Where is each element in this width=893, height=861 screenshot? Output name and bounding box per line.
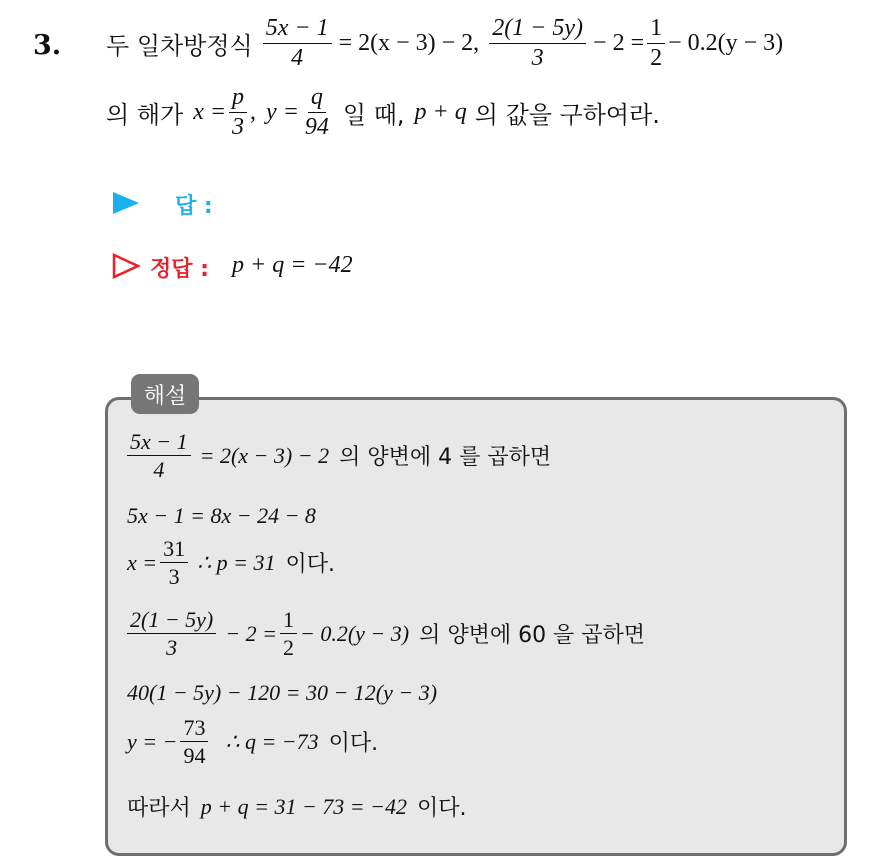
problem-mid: − 2 =	[593, 30, 645, 57]
sol4-text: 의 양변에 60 을 곱하면	[419, 623, 646, 649]
solution-line-4	[127, 608, 645, 659]
y-equals: y =	[266, 99, 299, 126]
problem-number: 3.	[33, 30, 62, 61]
problem-fraction-2: $\frac{2(1 - 5y)}{3}$	[489, 16, 586, 71]
problem-line2-intro: 의 해가	[106, 101, 184, 130]
solution-line-5: 40(1 − 5y) − 120 = 30 − 12(y − 3)	[127, 680, 438, 705]
comma: ,	[250, 99, 257, 126]
correct-answer-label: 정답 :	[150, 257, 209, 282]
sol6-pre: y = −	[127, 728, 178, 754]
sol6-text: 이다.	[328, 731, 379, 757]
sol3-post: ∴ p = 31	[197, 549, 276, 575]
solution-line-1	[127, 430, 551, 481]
y-fraction: $\frac{q}{94}$	[304, 84, 329, 141]
solution-line-2: 5x − 1 = 8x − 24 − 8	[127, 503, 316, 528]
answer-label: 답 :	[175, 194, 213, 219]
sol6-fraction: $\frac{73}{94}$	[180, 716, 208, 767]
sol4-fraction: $\frac{2(1 - 5y)}{3}$	[127, 608, 216, 659]
solution-line-6	[127, 716, 378, 767]
solution-tag: 해설	[131, 374, 199, 414]
sol4-mid: − 2 =	[225, 620, 277, 646]
sol7-expr: p + q = 31 − 73 = −42	[200, 793, 407, 819]
outline-arrow-icon	[112, 253, 140, 279]
sol3-text: 이다.	[285, 552, 335, 578]
when-text: 일 때,	[342, 101, 405, 130]
problem-fraction-3: $\frac{1}{2}$	[647, 16, 665, 71]
sol3-pre: x =	[127, 549, 158, 575]
sol3-fraction: $\frac{31}{3}$	[160, 537, 188, 588]
correct-answer-value: p + q = −42	[232, 252, 353, 278]
problem-fraction-1: $\frac{5x - 1}{4}$	[263, 16, 332, 71]
p-plus-q: p + q	[414, 99, 467, 126]
sol1-text: 의 양변에 4 를 곱하면	[339, 445, 552, 471]
x-equals: x =	[193, 99, 227, 126]
sol7-text: 이다.	[417, 796, 467, 821]
problem-line-2	[106, 85, 660, 140]
sol7-pre: 따라서	[127, 796, 191, 821]
problem-rhs-2: − 0.2(y − 3)	[668, 30, 784, 57]
problem-intro: 두 일차방정식	[106, 32, 253, 61]
solution-line-3	[127, 537, 335, 588]
sol1-fraction: $\frac{5x - 1}{4}$	[127, 430, 191, 481]
ask-text: 의 값을 구하여라.	[474, 101, 660, 130]
sol6-post: ∴ q = −73	[225, 728, 319, 754]
problem-line-1	[106, 16, 783, 71]
problem-rhs-1: = 2(x − 3) − 2,	[338, 30, 480, 57]
x-fraction: $\frac{p}{3}$	[229, 85, 247, 140]
solution-line-7	[127, 791, 467, 822]
sol4-fraction-2: $\frac{1}{2}$	[280, 608, 297, 659]
play-arrow-icon	[112, 191, 140, 215]
sol4-rest: − 0.2(y − 3)	[299, 620, 410, 646]
sol1-rest: = 2(x − 3) − 2	[199, 442, 330, 468]
